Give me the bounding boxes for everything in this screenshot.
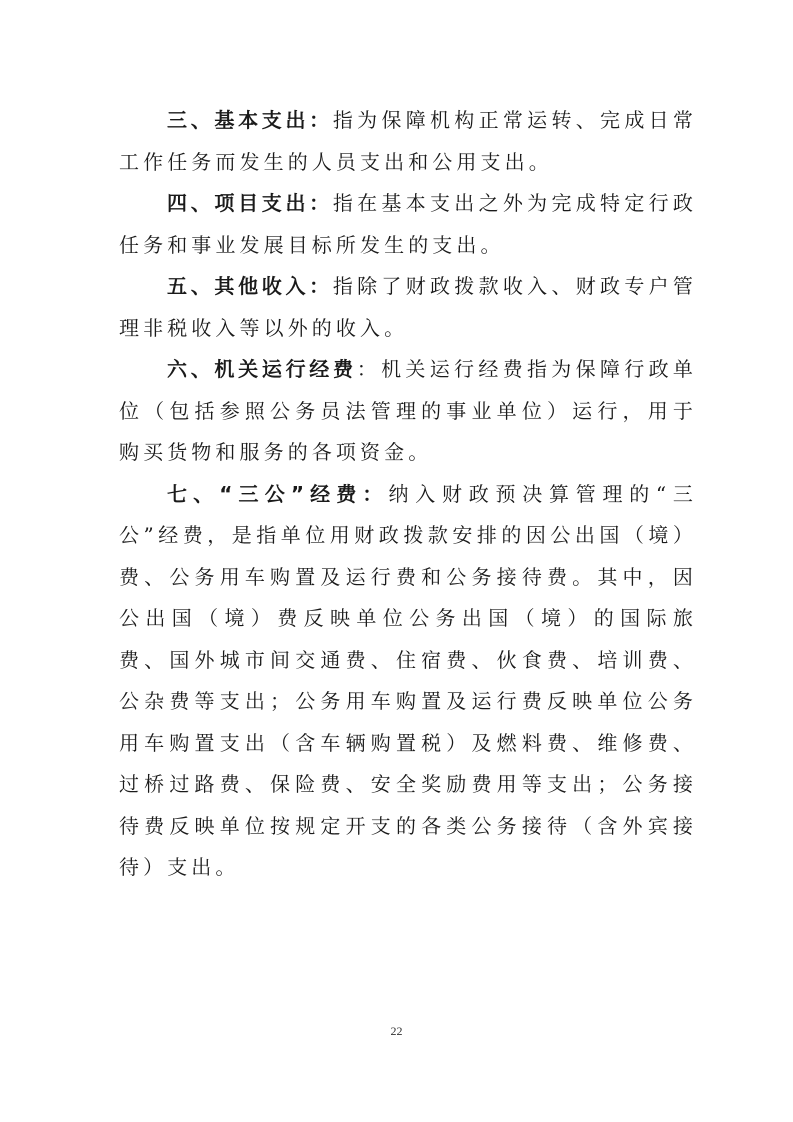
definition-operating-funds: ：机关运行经费指为保障行政单位（包括参照公务员法管理的事业单位）运行，用于购买货物和服务的各项资金。 [119, 357, 697, 464]
paragraph-operating-funds [119, 349, 697, 474]
term-operating-funds: 六、机关运行经费 [167, 357, 357, 381]
definition-project-expenditure: 指在基本支出之外为完成特定行政任务和事业发展目标所发生的支出。 [119, 191, 698, 257]
paragraph-other-income [119, 266, 697, 349]
page-number: 22 [390, 1024, 403, 1038]
term-three-public-funds: 七、“三公”经费： [167, 481, 389, 506]
term-other-income: 五、其他收入： [167, 274, 333, 298]
definition-three-public-funds: 纳入财政预决算管理的“三公”经费，是指单位用财政拨款安排的因公出国（境）费、公务用车购置及运行费和公务接待费。其中，因公出国（境）费反映单位公务出国（境）的国际旅费、国外城市间交通费、住宿费、伙食费、培训费、公杂费等支出；公务用车购置及运行费反映单位公务用车购置支出（含车辆购置税）及燃料费、维修费、过桥过路费、保险费、安全奖励费用等支出；公务接待费反映单位按规定开支的各类公务接待（含外宾接待）支出。 [119, 481, 697, 879]
paragraph-basic-expenditure [119, 100, 697, 183]
term-basic-expenditure: 三、基本支出： [167, 108, 333, 132]
paragraph-three-public-funds [119, 474, 697, 889]
paragraph-project-expenditure [119, 183, 697, 266]
term-project-expenditure: 四、项目支出： [167, 191, 333, 215]
document-body [119, 100, 697, 889]
definition-basic-expenditure: 指为保障机构正常运转、完成日常工作任务而发生的人员支出和公用支出。 [119, 108, 698, 174]
definition-other-income: 指除了财政拨款收入、财政专户管理非税收入等以外的收入。 [119, 274, 698, 340]
